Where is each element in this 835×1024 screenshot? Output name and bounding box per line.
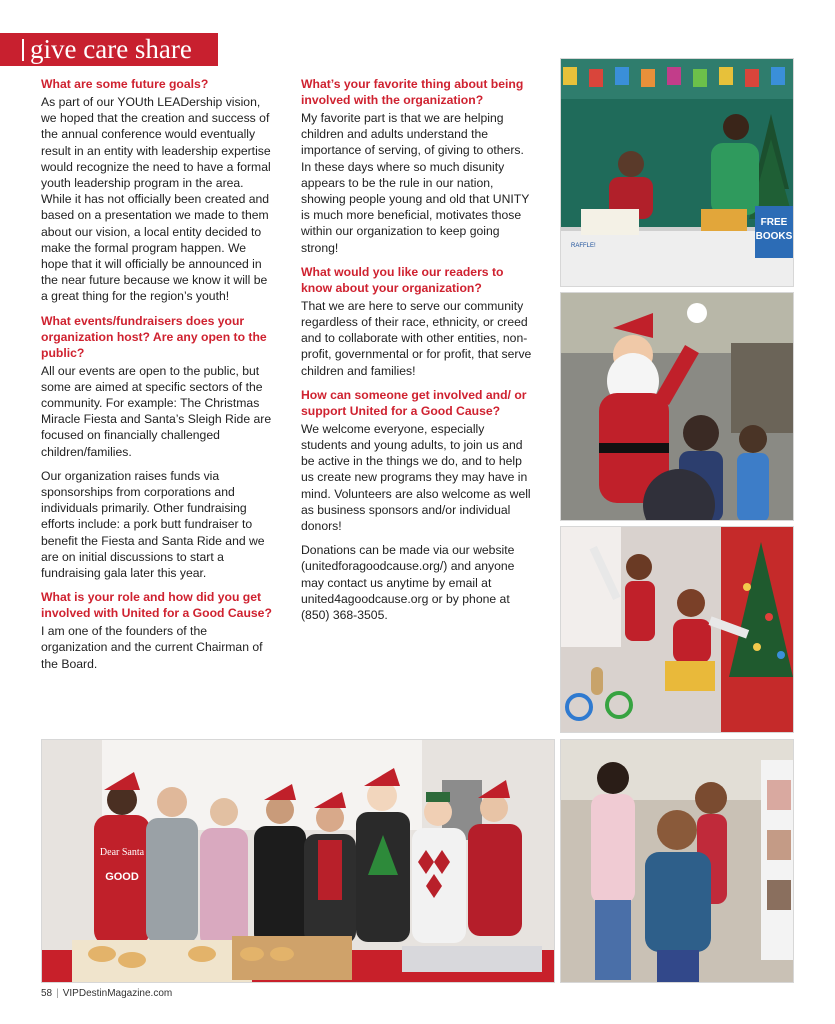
answer-paragraph: Donations can be made via our website (unitedforagoodcause.org/) and anyone may contact us anytime by email at united4agoodcause.org or by phone at (850) 368-3505. xyxy=(301,543,515,623)
answer-paragraph: All our events are open to the public, but some are aimed at specific sectors of the community. For example: The Christmas Miracle Fiesta and Santa’s Sleigh Ride are focused on financially challenged children/families. xyxy=(41,363,272,459)
question-heading: What events/fundraisers does your organization host? Are any open to the public? xyxy=(41,313,267,360)
question-heading: What is your role and how did you get involved with United for a Good Cause? xyxy=(41,590,272,621)
photo-performers-art xyxy=(561,527,794,733)
svg-text:BOOKS: BOOKS xyxy=(755,231,793,242)
question-heading: How can someone get involved and/ or support United for a Good Cause? xyxy=(301,387,527,418)
photo-santa xyxy=(560,292,794,521)
left-column xyxy=(41,76,273,680)
section-tab xyxy=(0,33,218,66)
footer-site-link[interactable]: VIPDestinMagazine.com xyxy=(62,988,173,999)
svg-text:GOOD: GOOD xyxy=(105,871,139,883)
question-heading: What are some future goals? xyxy=(41,77,209,91)
answer-paragraph: Our organization raises funds via sponsorships from corporations and individuals primarily. Other fundraising efforts include: a pork butt fundraiser to benefit the Fiesta and Santa Ride and we are on initial discussions to start a fundraising gala later this year. xyxy=(41,468,265,581)
question-heading: What’s your favorite thing about being involved with the organization? xyxy=(301,77,524,107)
photo-book-table-art xyxy=(561,59,794,287)
section-tab-label: give care share xyxy=(30,34,192,64)
photo-volunteer-group-art xyxy=(42,740,555,983)
answer-paragraph: That we are here to serve our community regardless of their race, ethnicity, or creed and to collaborate with other entities, non-profit, governmental or for profit, that serve children and families! xyxy=(301,298,532,378)
answer-paragraph: My favorite part is that we are helping children and adults understand the importance of serving, of giving to others. In these days where so much disunity appears to be the rule in our nation, showing people young and old that UNITY is much more beneficial, motivates those within our organization to keep going strong! xyxy=(301,111,530,255)
photo-book-table xyxy=(560,58,794,287)
middle-column xyxy=(301,76,533,631)
photo-children xyxy=(560,739,794,983)
svg-text:Dear Santa: Dear Santa xyxy=(99,847,145,858)
photo-performers xyxy=(560,526,794,733)
photo-santa-art xyxy=(561,293,794,521)
photo-volunteer-group xyxy=(41,739,555,983)
answer-paragraph: As part of our YOUth LEADership vision, we hoped that the creation and success of the annual conference would eventually result in an entity with leadership expertise would recognize the need to have a formal youth leadership program in the area. While it has not officially been created and based on a presentation we made to them about our vision, a local entity decided to make the formal program happen. We hope that it will officially be announced in the near future because we know it will be a great thing for the region’s youth! xyxy=(41,95,271,304)
page-footer xyxy=(41,988,172,999)
footer-separator: | xyxy=(56,988,59,999)
question-heading: What would you like our readers to know about your organization? xyxy=(301,264,504,295)
svg-text:RAFFLE!: RAFFLE! xyxy=(571,243,596,249)
svg-text:FREE: FREE xyxy=(760,217,788,228)
section-tab-divider xyxy=(22,39,24,61)
page-number: 58 xyxy=(41,988,53,999)
answer-paragraph: I am one of the founders of the organization and the current Chairman of the Board. xyxy=(41,624,263,671)
answer-paragraph: We welcome everyone, especially students and young adults, to join us and be active in the things we do, and to help us create new programs they may have in mind. Volunteers are also welcome as well as business sponsors and/or individual donors! xyxy=(301,421,531,534)
photo-children-art xyxy=(561,740,794,983)
